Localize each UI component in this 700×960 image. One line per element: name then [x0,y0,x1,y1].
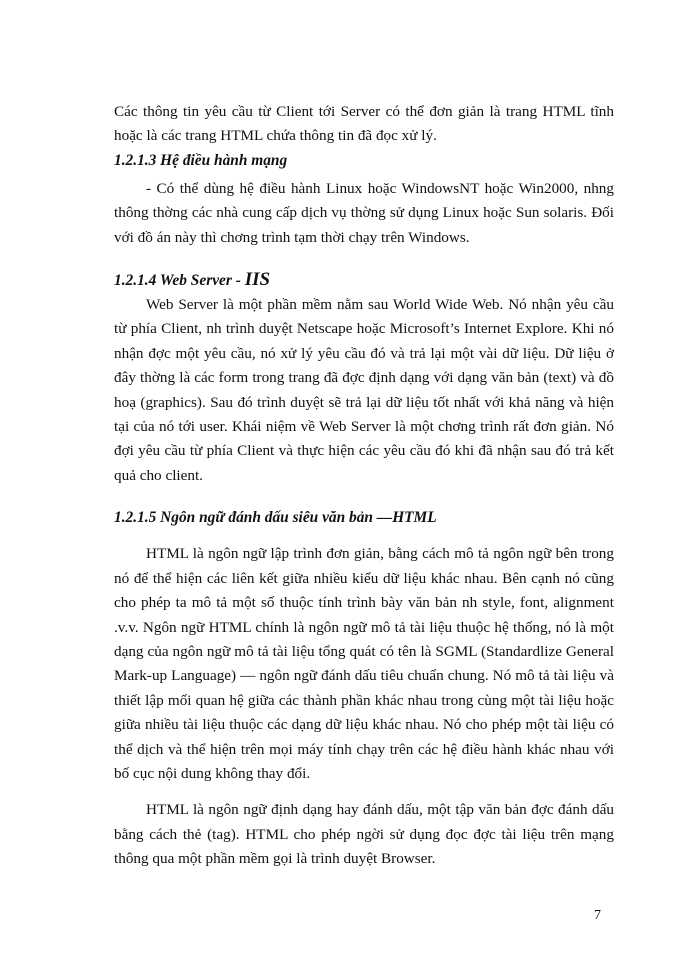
paragraph-network-os: - Có thể dùng hệ điều hành Linux hoặc WindowsNT hoặc Win2000, nhng thông thờng các nhà cung cấp dịch vụ thờng sử dụng Linux hoặc Sun solaris. Đối với đồ án này thì chơng trình tạm thời chạy trên Windows. [114,179,614,246]
intro-paragraph: Các thông tin yêu cầu từ Client tới Server có thể đơn giản là trang HTML tĩnh hoặc là các trang HTML chứa thông tin đã đọc xử lý. [114,103,614,145]
heading-network-os: 1.2.1.3 Hệ điều hành mạng [114,151,288,169]
paragraph-web-server: Web Server là một phần mềm nằm sau World Wide Web. Nó nhận yêu cầu từ phía Client, nh trình duyệt Netscape hoặc Microsoft’s Internet Explore. Khi nó nhận đợc một yêu cầu, nó xử lý yêu cầu đó và trả lại một vài dữ liệu. Dữ liệu ở đây thờng là các form trong trang đã đợc định dạng với dạng văn bản (text) và đồ hoạ (graphics). Sau đó trình duyệt sẽ trả lại dữ liệu tốt nhất với khả năng và hiện tại của nó tới user. Khái niệm về Web Server là một chơng trình rất đơn giản. Nó đợi yêu cầu từ phía Client và thực hiện các yêu cầu đó khi đã nhận sau đó trả kết quả cho client. [114,296,614,484]
heading-web-server-text: 1.2.1.4 Web Server - [114,272,241,290]
page-number: 7 [594,908,601,923]
heading-web-server-iis: IIS [244,269,271,291]
heading-html: 1.2.1.5 Ngôn ngữ đánh dấu siêu văn bản —HTML [114,509,437,527]
paragraph-html-2: HTML là ngôn ngữ định dạng hay đánh dấu, một tập văn bản đợc đánh dấu bằng cách thẻ (tag). HTML cho phép ngời sử dụng đọc đợc tài liệu trên mạng thông qua một phần mềm gọi là trình duyệt Browser. [114,801,614,868]
heading-web-server [114,268,614,293]
paragraph-html-1: HTML là ngôn ngữ lập trình đơn giản, bằng cách mô tả ngôn ngữ bên trong nó để thể hiện các liên kết giữa nhiều kiểu dữ liệu khác nhau. Bên cạnh nó cũng cho phép ta mô tả một số thuộc tính trình bày văn bản nh style, font, alignment .v.v. Ngôn ngữ HTML chính là ngôn ngữ mô tả tài liệu thuộc hệ thống, nó là một dạng của ngôn ngữ mô tả tài liệu tổng quát có tên là SGML (Standardlize General Mark-up Language) — ngôn ngữ đánh dấu tiêu chuẩn chung. Nó mô tả tài liệu và thiết lập mối quan hệ giữa các thành phần khác nhau trong cùng một tài liệu hoặc giữa nhiều tài liệu thuộc các dạng dữ liệu khác nhau. Nó cho phép một tài liệu có thể dịch và thể hiện trên mọi máy tính chạy trên các hệ điều hành khác nhau với bố cục nội dung không thay đổi. [114,545,614,782]
